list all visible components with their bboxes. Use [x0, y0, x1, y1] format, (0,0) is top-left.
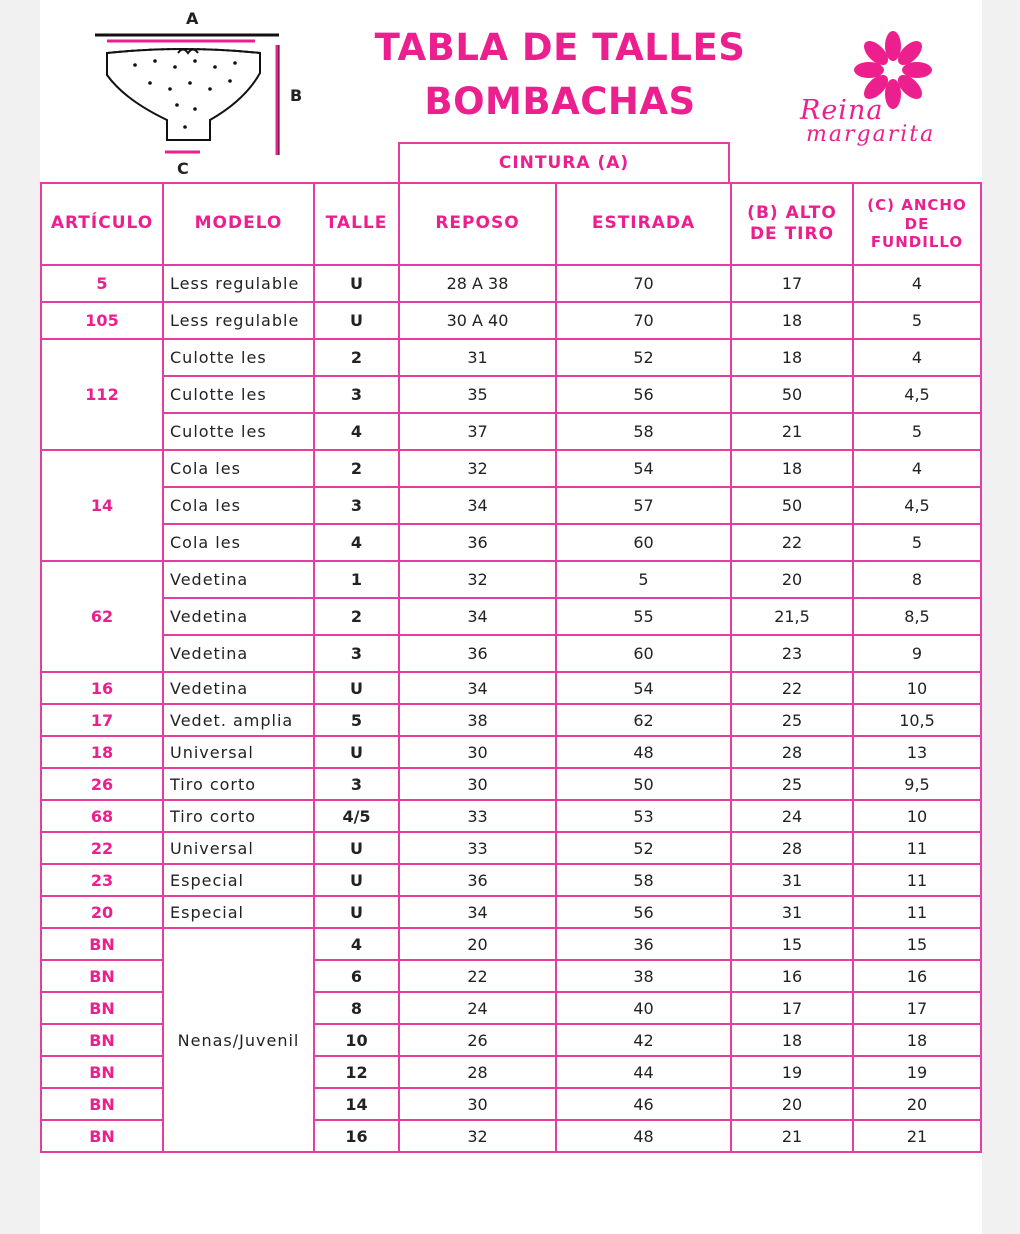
cell-articulo: 5 [41, 265, 163, 302]
cell-talle: 1 [314, 561, 399, 598]
cell-reposo: 24 [399, 992, 556, 1024]
table-row [41, 265, 981, 302]
cell-reposo: 28 A 38 [399, 265, 556, 302]
header-talle: TALLE [314, 183, 399, 265]
cell-reposo: 30 [399, 1088, 556, 1120]
cell-ancho: 9 [853, 635, 981, 672]
cell-ancho: 4,5 [853, 376, 981, 413]
cell-estirada: 54 [556, 672, 731, 704]
header-articulo: ARTÍCULO [41, 183, 163, 265]
table-row [41, 524, 981, 561]
table-header-row [41, 183, 981, 265]
logo-text-reina: Reina [800, 95, 884, 126]
cell-talle: 2 [314, 450, 399, 487]
cell-estirada: 36 [556, 928, 731, 960]
table-row [41, 450, 981, 487]
cell-ancho: 8 [853, 561, 981, 598]
cell-articulo: BN [41, 992, 163, 1024]
cell-alto: 18 [731, 339, 853, 376]
cell-alto: 22 [731, 524, 853, 561]
cell-reposo: 22 [399, 960, 556, 992]
cell-ancho: 11 [853, 864, 981, 896]
cell-estirada: 40 [556, 992, 731, 1024]
cell-talle: 14 [314, 1088, 399, 1120]
cell-talle: 4 [314, 413, 399, 450]
cell-estirada: 55 [556, 598, 731, 635]
cell-estirada: 46 [556, 1088, 731, 1120]
table-row [41, 561, 981, 598]
cell-reposo: 30 [399, 768, 556, 800]
cell-modelo: Universal [163, 736, 314, 768]
header-modelo: MODELO [163, 183, 314, 265]
cell-ancho: 16 [853, 960, 981, 992]
cell-ancho: 4,5 [853, 487, 981, 524]
table-row [41, 598, 981, 635]
cell-alto: 20 [731, 1088, 853, 1120]
cell-modelo: Tiro corto [163, 768, 314, 800]
cell-ancho: 10,5 [853, 704, 981, 736]
cell-talle: 8 [314, 992, 399, 1024]
cell-ancho: 8,5 [853, 598, 981, 635]
cell-ancho: 11 [853, 832, 981, 864]
cell-articulo: 20 [41, 896, 163, 928]
cell-modelo: Universal [163, 832, 314, 864]
cell-reposo: 33 [399, 800, 556, 832]
cell-alto: 24 [731, 800, 853, 832]
size-table [40, 182, 982, 1153]
cell-estirada: 56 [556, 896, 731, 928]
cell-talle: U [314, 265, 399, 302]
cell-reposo: 34 [399, 487, 556, 524]
cell-alto: 31 [731, 864, 853, 896]
cell-estirada: 62 [556, 704, 731, 736]
cell-reposo: 35 [399, 376, 556, 413]
cell-alto: 15 [731, 928, 853, 960]
cell-ancho: 4 [853, 265, 981, 302]
cell-modelo: Cola les [163, 487, 314, 524]
header-alto-line2: DE TIRO [749, 224, 835, 244]
cell-ancho: 5 [853, 413, 981, 450]
cell-reposo: 20 [399, 928, 556, 960]
cell-alto: 20 [731, 561, 853, 598]
cell-modelo: Nenas/Juvenil [163, 928, 314, 1152]
cell-reposo: 28 [399, 1056, 556, 1088]
cell-estirada: 70 [556, 302, 731, 339]
cell-estirada: 48 [556, 736, 731, 768]
cell-talle: 3 [314, 376, 399, 413]
cell-talle: U [314, 736, 399, 768]
cell-estirada: 60 [556, 524, 731, 561]
cell-modelo: Culotte les [163, 339, 314, 376]
cell-alto: 31 [731, 896, 853, 928]
header-reposo: REPOSO [399, 183, 556, 265]
cell-estirada: 38 [556, 960, 731, 992]
cell-reposo: 38 [399, 704, 556, 736]
cell-alto: 28 [731, 832, 853, 864]
header-ancho-line2: DE [904, 214, 930, 233]
cell-articulo: 14 [41, 450, 163, 561]
diagram-label-a: A [186, 9, 199, 28]
header-alto-line1: (B) ALTO [747, 202, 837, 223]
cell-ancho: 15 [853, 928, 981, 960]
cell-talle: 4/5 [314, 800, 399, 832]
table-row [41, 413, 981, 450]
cell-talle: 10 [314, 1024, 399, 1056]
cell-estirada: 42 [556, 1024, 731, 1056]
cell-reposo: 31 [399, 339, 556, 376]
cell-ancho: 9,5 [853, 768, 981, 800]
cell-alto: 23 [731, 635, 853, 672]
table-row [41, 832, 981, 864]
table-row [41, 376, 981, 413]
cell-modelo: Vedetina [163, 561, 314, 598]
table-row [41, 339, 981, 376]
cell-talle: 2 [314, 598, 399, 635]
cell-estirada: 50 [556, 768, 731, 800]
cell-talle: U [314, 896, 399, 928]
cell-reposo: 33 [399, 832, 556, 864]
cell-modelo: Vedetina [163, 635, 314, 672]
cell-talle: U [314, 832, 399, 864]
cell-articulo: 16 [41, 672, 163, 704]
cell-modelo: Culotte les [163, 376, 314, 413]
cell-alto: 17 [731, 265, 853, 302]
cell-talle: 5 [314, 704, 399, 736]
cell-articulo: BN [41, 928, 163, 960]
cell-articulo: 68 [41, 800, 163, 832]
table-row [41, 896, 981, 928]
cell-articulo: 23 [41, 864, 163, 896]
cell-estirada: 70 [556, 265, 731, 302]
cell-alto: 17 [731, 992, 853, 1024]
cell-alto: 21 [731, 413, 853, 450]
cell-alto: 50 [731, 487, 853, 524]
cell-articulo: 62 [41, 561, 163, 672]
cell-ancho: 18 [853, 1024, 981, 1056]
cell-ancho: 17 [853, 992, 981, 1024]
cell-reposo: 36 [399, 635, 556, 672]
cell-estirada: 57 [556, 487, 731, 524]
cell-alto: 16 [731, 960, 853, 992]
cell-ancho: 20 [853, 1088, 981, 1120]
cell-reposo: 36 [399, 864, 556, 896]
cell-estirada: 54 [556, 450, 731, 487]
cell-ancho: 19 [853, 1056, 981, 1088]
table-row [41, 635, 981, 672]
cell-reposo: 34 [399, 896, 556, 928]
cell-alto: 21 [731, 1120, 853, 1152]
cell-reposo: 26 [399, 1024, 556, 1056]
table-row [41, 672, 981, 704]
cell-ancho: 4 [853, 450, 981, 487]
cell-talle: U [314, 864, 399, 896]
cell-talle: 12 [314, 1056, 399, 1088]
cell-estirada: 60 [556, 635, 731, 672]
cell-modelo: Cola les [163, 524, 314, 561]
table-row [41, 800, 981, 832]
cell-alto: 19 [731, 1056, 853, 1088]
size-chart-sheet [40, 0, 982, 1234]
cell-talle: 4 [314, 928, 399, 960]
cell-articulo: 18 [41, 736, 163, 768]
cell-reposo: 32 [399, 450, 556, 487]
cell-alto: 18 [731, 1024, 853, 1056]
cell-talle: 2 [314, 339, 399, 376]
cell-talle: 3 [314, 487, 399, 524]
table-row [41, 704, 981, 736]
cell-talle: 4 [314, 524, 399, 561]
cell-articulo: 17 [41, 704, 163, 736]
cell-talle: 6 [314, 960, 399, 992]
cell-estirada: 5 [556, 561, 731, 598]
cell-reposo: 32 [399, 1120, 556, 1152]
cell-estirada: 44 [556, 1056, 731, 1088]
cell-articulo: 26 [41, 768, 163, 800]
cell-ancho: 21 [853, 1120, 981, 1152]
cell-modelo: Vedetina [163, 672, 314, 704]
cell-modelo: Especial [163, 864, 314, 896]
cell-alto: 18 [731, 450, 853, 487]
page-subtitle: BOMBACHAS [424, 80, 696, 123]
cell-estirada: 58 [556, 413, 731, 450]
table-row [41, 302, 981, 339]
cell-talle: 3 [314, 635, 399, 672]
page-title: TABLA DE TALLES [374, 26, 746, 69]
panty-diagram [95, 5, 345, 180]
cell-ancho: 5 [853, 524, 981, 561]
cell-modelo: Cola les [163, 450, 314, 487]
cell-alto: 18 [731, 302, 853, 339]
header-estirada: ESTIRADA [556, 183, 731, 265]
cell-estirada: 52 [556, 339, 731, 376]
diagram-label-b: B [290, 86, 303, 105]
cell-articulo: 112 [41, 339, 163, 450]
cell-alto: 22 [731, 672, 853, 704]
logo-text-margarita: margarita [806, 122, 936, 147]
header-alto-de-tiro [731, 183, 853, 265]
cell-alto: 28 [731, 736, 853, 768]
table-row [41, 928, 981, 960]
cell-articulo: BN [41, 960, 163, 992]
header-ancho-de-fundillo [853, 183, 981, 265]
header-ancho-line3: FUNDILLO [870, 233, 964, 252]
cell-alto: 25 [731, 768, 853, 800]
table-row [41, 736, 981, 768]
cell-talle: 16 [314, 1120, 399, 1152]
cell-estirada: 58 [556, 864, 731, 896]
cell-modelo: Less regulable [163, 265, 314, 302]
cell-reposo: 34 [399, 598, 556, 635]
cell-articulo: BN [41, 1024, 163, 1056]
cell-articulo: BN [41, 1088, 163, 1120]
cell-modelo: Especial [163, 896, 314, 928]
cell-articulo: 22 [41, 832, 163, 864]
cell-reposo: 36 [399, 524, 556, 561]
cintura-header: CINTURA (A) [398, 142, 730, 182]
cell-modelo: Tiro corto [163, 800, 314, 832]
cell-reposo: 32 [399, 561, 556, 598]
cell-talle: 3 [314, 768, 399, 800]
cell-alto: 21,5 [731, 598, 853, 635]
table-row [41, 768, 981, 800]
cell-ancho: 5 [853, 302, 981, 339]
diagram-label-c: C [177, 159, 189, 178]
table-row [41, 864, 981, 896]
cell-modelo: Culotte les [163, 413, 314, 450]
cell-estirada: 48 [556, 1120, 731, 1152]
cell-alto: 50 [731, 376, 853, 413]
cell-ancho: 4 [853, 339, 981, 376]
cell-reposo: 30 [399, 736, 556, 768]
table-row [41, 487, 981, 524]
cell-modelo: Less regulable [163, 302, 314, 339]
header-ancho-line1: (C) ANCHO [867, 195, 967, 214]
cell-reposo: 34 [399, 672, 556, 704]
cell-ancho: 13 [853, 736, 981, 768]
cell-alto: 25 [731, 704, 853, 736]
cell-talle: U [314, 302, 399, 339]
cell-reposo: 37 [399, 413, 556, 450]
cell-ancho: 10 [853, 800, 981, 832]
cell-estirada: 52 [556, 832, 731, 864]
cell-articulo: BN [41, 1120, 163, 1152]
cell-articulo: 105 [41, 302, 163, 339]
cell-ancho: 11 [853, 896, 981, 928]
cell-articulo: BN [41, 1056, 163, 1088]
cell-estirada: 53 [556, 800, 731, 832]
cell-modelo: Vedet. amplia [163, 704, 314, 736]
cell-estirada: 56 [556, 376, 731, 413]
cell-reposo: 30 A 40 [399, 302, 556, 339]
cell-modelo: Vedetina [163, 598, 314, 635]
cell-talle: U [314, 672, 399, 704]
cell-ancho: 10 [853, 672, 981, 704]
